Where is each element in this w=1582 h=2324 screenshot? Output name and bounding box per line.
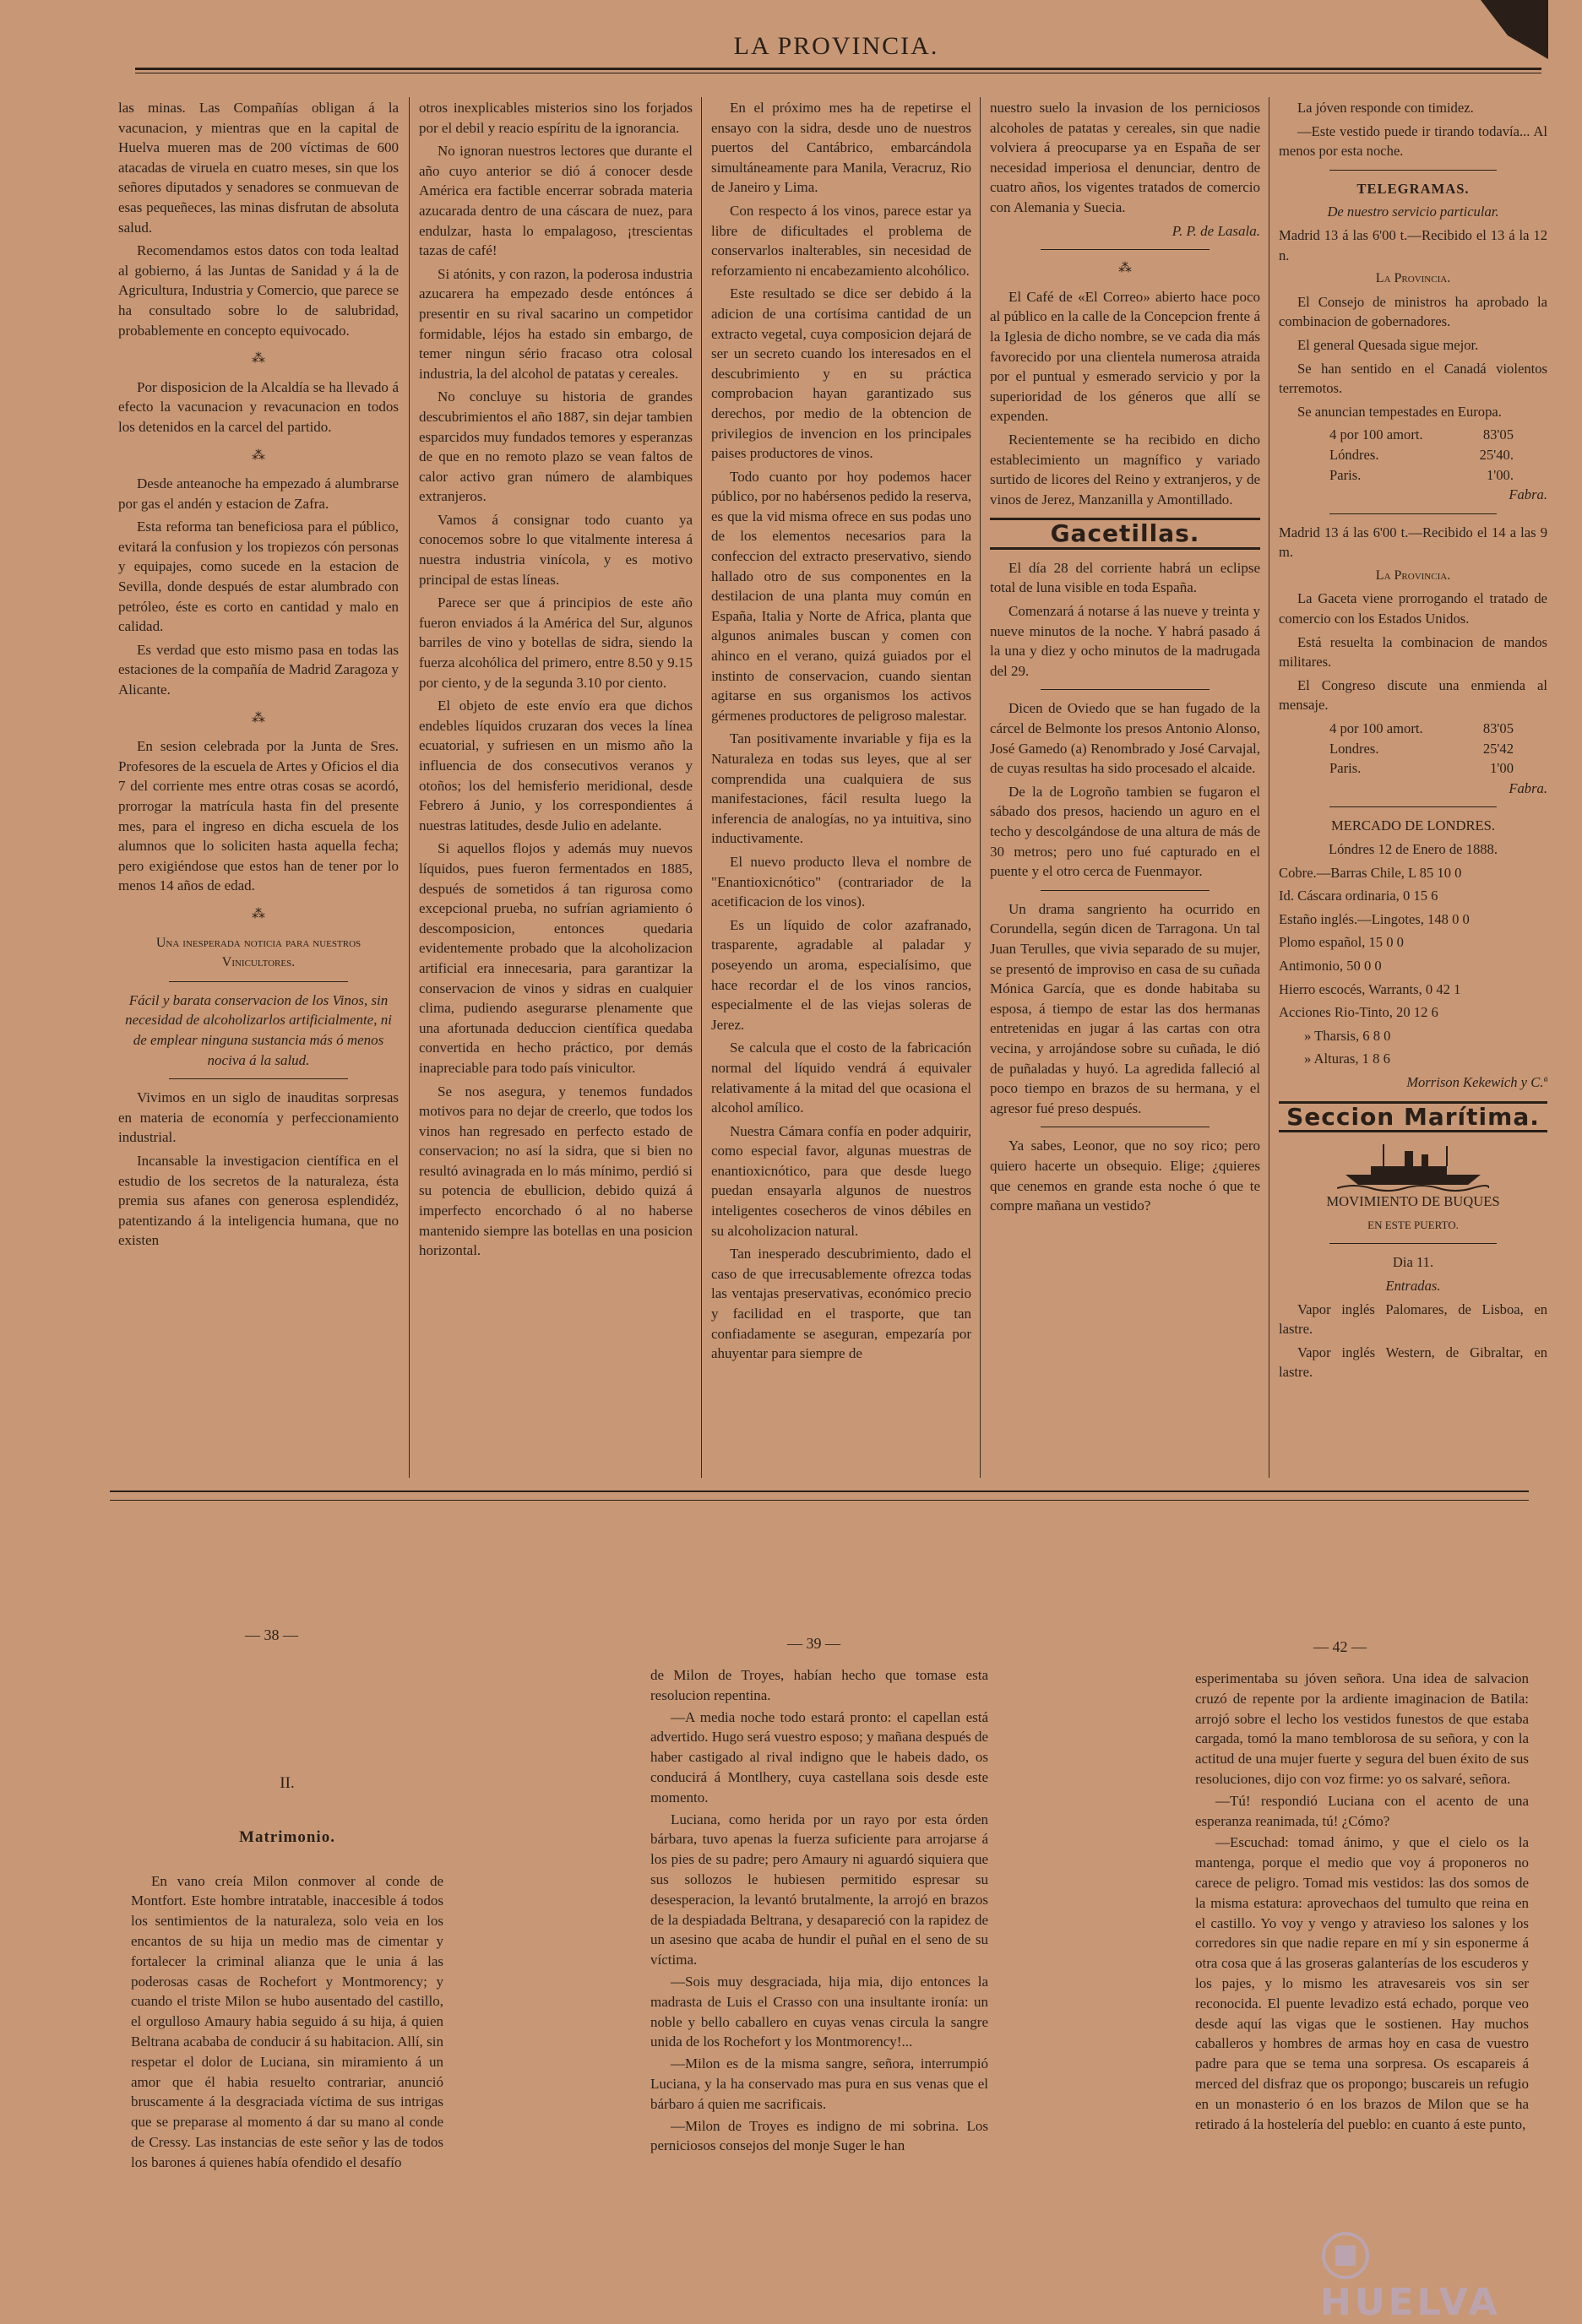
quote-label: 4 por 100 amort.	[1329, 720, 1423, 737]
telegram-text: La Gaceta viene prorrogando el tratado de comercio con los Estados Unidos.	[1279, 590, 1547, 627]
article-text: Este resultado se dice ser debido á la adicion de una cortísima cantidad de un extracto vegetal, cuya composicion dejará de ser un secreto cuando los interesados en el descubrimiento y en su práctica comprobacion hayan garantizado sus derechos, por medio de la obtencion de privilegios de invencion en los principales paises productores de vinos.	[711, 285, 971, 462]
article-text: Recomendamos estos datos con toda lealtad al gobierno, á las Juntas de Sanidad y á la de Agricultura, Industria y Comercio, que parece se ha consultado sobre lo de salubridad, probablemente en concepto equivocado.	[118, 242, 399, 339]
market-row: Acciones Rio-Tinto, 20 12 6	[1279, 1004, 1438, 1021]
divider	[1329, 170, 1497, 171]
separator-asterism: ⁂	[252, 448, 265, 463]
article-text: Comenzará á notarse á las nueve y treinta y nueve minutos de la noche. Y habrá pasado á la una y diez y ocho minutos de la madrugada del 29.	[990, 603, 1260, 679]
serial-separator-thin	[110, 1500, 1529, 1501]
article-text: El objeto de este envío era que dichos endebles líquidos cruzaran dos veces la línea ecuatorial, y sufriesen en un mismo año la influencia de dos consecutivos veranos y otoños; los del hemisferio meridional, desde Febrero á Junio, y los correspondientes á nuestras latitudes, desde Julio en adelante.	[419, 698, 693, 833]
article-text: Nuestra Cámara confía en poder adquirir, como especial favor, algunas muestras de enantioxicnótico, para que desde luego puedan ensayarla algunos de nuestros inteligentes cosecheros de vinos débiles en su alcoholizacion natural.	[711, 1122, 971, 1239]
telegram-text: El general Quesada sigue mejor.	[1297, 336, 1479, 353]
article-text: Vamos á consignar todo cuanto ya conocemos sobre lo que vitalmente interesa á nuestra industria vinícola, y es motivo principal de estas líneas.	[419, 511, 693, 588]
market-signature: Morrison Kekewich y C.ª	[1406, 1073, 1547, 1090]
article-text: Vivimos en un siglo de inauditas sorpresas en materia de economía y perfeccionamiento industrial.	[118, 1089, 399, 1146]
telegram-header: Madrid 13 á las 6'00 t.—Recibido el 14 a las 9 m.	[1279, 524, 1547, 561]
serial-column-39	[650, 1665, 988, 2282]
masthead-title: LA PROVINCIA.	[733, 32, 939, 60]
archive-seal-icon	[1320, 2230, 1371, 2281]
article-text: Dicen de Oviedo que se han fugado de la cárcel de Belmonte los presos Antonio Alonso, José Gamedo (a) Renombrado y José Carvajal, de cuyas resultas ha sido procesado el alcaide.	[990, 700, 1260, 777]
telegram-signature: Fabra.	[1509, 486, 1547, 503]
quote-value: 83'05	[1482, 426, 1514, 443]
archive-watermark	[1320, 2230, 1523, 2324]
article-text: El Café de «El Correo» abierto hace poco al público en la calle de la Concepcion frente á la Iglesia de dicho nombre, se ve cada dia más favorecido por una clientela numerosa atraida por el puntual y esmerado servicio y por la superioridad de los géneros que allí se expenden.	[990, 288, 1260, 425]
serial-text: —Escuchad: tomad ánimo, y que el cielo os la mantenga, porque el medio que voy á proponeros no carece de peligro. Tomad mis vestidos: las dos somos de la misma estatura: aprovechaos del tumulto que reina en el castillo. Yo voy y vengo y atravieso los salones y los corredores sin que nadie repare en mí y sin esponerme á otra cosa que á las groseras galanterías de los escuderos y los pajes, y lo mismo les atravesareis vos sin ser reconocida. El puente levadizo está echado, porque veo desde aquí las vigas que le sostienen. Hay muchos caballeros y hombres de armas hoy en casa de vuestro padre para que se tema una sorpresa. Os escapareis á merced del disfraz que os propongo; buscareis un refugio en un monasterio ó en los brazos de Milon que se ha retirado á la hostelería del pueblo: en cuanto á este punto,	[1195, 1834, 1529, 2132]
telegram-text: Se anuncian tempestades en Europa.	[1297, 403, 1502, 420]
telegram-signature: Fabra.	[1509, 779, 1547, 796]
article-text: El nuevo producto lleva el nombre de "Enantioxicnótico" (contrariador de la acetificacion de los vinos).	[711, 853, 971, 910]
telegram-header: Madrid 13 á las 6'00 t.—Recibido el 13 á la 12 n.	[1279, 226, 1547, 263]
market-row: Id. Cáscara ordinaria, 0 15 6	[1279, 888, 1438, 904]
column-3	[711, 98, 971, 1483]
section-banner-maritima: Seccion Marítima.	[1279, 1101, 1547, 1133]
column-1	[118, 98, 399, 1483]
quote-value: 25'42	[1482, 740, 1514, 757]
article-text: Parece ser que á principios de este año fueron enviados á la América del Sur, algunos barriles de vino y botellas de sidra, siendo la fuerza alcohólica del primero, entre 8.50 y 9.15 por ciento, y de la segunda 3.10 por ciento.	[419, 595, 693, 691]
article-text: Incansable la investigacion científica en el estudio de los secretos de la naturaleza, ésta premia sus afanes con generosa esplendidéz, patentizando á la inteligencia humana, que no existen	[118, 1152, 399, 1249]
serial-column-38	[131, 1773, 443, 2280]
article-text: El día 28 del corriente habrá un eclipse total de luna visible en toda España.	[990, 559, 1260, 596]
telegram-source: La Provincia.	[1375, 567, 1451, 583]
serial-text: En vano creía Milon conmover al conde de Montfort. Este hombre intratable, inaccesible á todos los sentimientos de la naturaleza, solo veia en los encantos de su hija un medio mas de cimentar y fortalecer la criminal alianza que le unia á las poderosas casas de Rochefort y Montmorency; y cuando el triste Milon se hubo ausentado del castillo, el orgulloso Amaury habia seguido á su hija, á quien Beltrana acababa de conducir á su habitacion. Allí, sin respetar el dolor de Luciana, sin miramiento á un amor que él habia resuelto contrariar, anunció bruscamente á la desgraciada víctima de sus intrigas que se preparase al momento á dar su mano al conde de Cressy. Las instancias de este señor y las de todos los barones á quienes había ofendido el desafío	[131, 1872, 443, 2170]
serial-separator	[110, 1491, 1529, 1492]
divider	[1041, 689, 1210, 690]
telegram-text: Se han sentido en el Canadá violentos terremotos.	[1279, 360, 1547, 397]
article-text: Un drama sangriento ha ocurrido en Corundella, según dicen de Tarragona. Un tal Juan Terulles, que vivia separado de su mujer, se presentó de improviso en casa de su cuñada Mónica García, que es donde habitaba su esposa, á tiempo de estar las dos hermanas entretenidas en jugar á las cartas con otra vecina, y arrojándose sobre su cuñada, le dió de puñaladas y huyó. La agredida falleció al poco tiempo en brazos de su hermana, y el agresor fué preso después.	[990, 900, 1260, 1116]
article-text: Si atónits, y con razon, la poderosa industria azucarera ha empezado desde entónces á presentir en su rival sacarino un competidor formidable, léjos ha estado sin embargo, de temer ningun sério fracaso otra colosal industria, la del alcohol de patatas y cereales.	[419, 265, 693, 382]
article-text: Ya sabes, Leonor, que no soy rico; pero quiero hacerte un obsequio. Elige; ¿quieres que cenemos en grande esta noche ó que te compre mañana un vestido?	[990, 1138, 1260, 1214]
ship-movement-subheading: EN ESTE PUERTO.	[1367, 1218, 1459, 1231]
chapter-number: II.	[280, 1774, 295, 1792]
market-row: Cobre.—Barras Chile, L 85 10 0	[1279, 864, 1462, 881]
serial-text: —Milon es de la misma sangre, señora, interrumpió Luciana, y la ha conservado mas pura en sus venas que el bárbaro á quien me sacrificais.	[650, 2055, 988, 2112]
quote-row	[1279, 758, 1547, 779]
quote-row	[1279, 465, 1547, 486]
article-text: las minas. Las Compañías obligan á la vacunacion, y mientras que en la capital de Huelva mueren mas de 200 víctimas de 600 atacadas de viruela en cuatro meses, sin que los señores diputados y senadores se conmuevan de esas pequeñeces, las minas disfrutan de absoluta salud.	[118, 100, 399, 236]
telegram-source: La Provincia.	[1375, 271, 1451, 286]
serial-text: —Sois muy desgraciada, hija mia, dijo entonces la madrasta de Luis el Crasso con una insultante ironía: un noble y bello caballero en cuyas venas circula la sangre unida de los Rochefort y los Montmorency!...	[650, 1973, 988, 2050]
quote-label: Paris.	[1329, 466, 1362, 483]
divider	[1041, 890, 1210, 891]
quote-value: 25'40.	[1479, 446, 1514, 463]
column-divider	[701, 97, 702, 1478]
quote-row	[1279, 425, 1547, 445]
ship-entries: Entradas.	[1385, 1277, 1441, 1294]
author-signature: P. P. de Lasala.	[1172, 222, 1260, 239]
serial-text: —A media noche todo estará pronto: el capellan está advertido. Hugo será vuestro esposo; y mañana después de haber castigado al rival indigno que le habeis dado, os conducirá á Montlhery, cuya castellana sois desde este momento.	[650, 1708, 988, 1805]
divider	[169, 981, 348, 982]
quote-row	[1279, 445, 1547, 465]
market-row: Antimonio, 50 0 0	[1279, 957, 1382, 974]
quote-value: 1'00	[1490, 760, 1514, 777]
market-row: » Alturas, 1 8 6	[1304, 1051, 1390, 1067]
column-divider	[409, 97, 410, 1478]
article-subheading: Fácil y barata conservacion de los Vinos, sin necesidad de alcoholizarlos artificialmente, ni de emplear ninguna sustancia más ó menos nociva á la salud.	[125, 991, 392, 1068]
page-number-42: — 42 —	[1313, 1638, 1367, 1655]
quote-value: 83'05	[1482, 720, 1514, 737]
ship-movement-heading: MOVIMIENTO DE BUQUES	[1326, 1193, 1500, 1210]
quote-row	[1279, 719, 1547, 739]
ship-entry: Vapor inglés Palomares, de Lisboa, en lastre.	[1279, 1300, 1547, 1338]
serial-text: de Milon de Troyes, habían hecho que tomase esta resolucion repentina.	[650, 1667, 988, 1703]
article-text: Tan positivamente invariable y fija es la Naturaleza en todas sus leyes, que al ser comprendida una cualquiera de sus manifestaciones, fácil resulta luego la inferencia de analogías, no ya intuitiva, sino inductivamente.	[711, 730, 971, 847]
article-text: Es verdad que esto mismo pasa en todas las estaciones de la compañía de Madrid Zaragoza y Alicante.	[118, 641, 399, 698]
quote-label: 4 por 100 amort.	[1329, 426, 1423, 443]
market-row: Plomo español, 15 0 0	[1279, 934, 1404, 951]
page-number-38: — 38 —	[245, 1626, 298, 1643]
telegrams-subheading: De nuestro servicio particular.	[1327, 204, 1499, 220]
quote-label: Londres.	[1329, 740, 1379, 757]
article-text: otros inexplicables misterios sino los forjados por el debil y reacio espíritu de la ignorancia.	[419, 100, 693, 136]
market-heading: MERCADO DE LONDRES.	[1330, 817, 1496, 834]
article-text: Se calcula que el costo de la fabricación normal del líquido vendrá á equivaler relativamente á la mitad del que ocasiona el alcohol amílico.	[711, 1040, 971, 1116]
telegrams-heading: TELEGRAMAS.	[1356, 180, 1470, 197]
chapter-title: Matrimonio.	[239, 1827, 335, 1846]
serial-column-42	[1195, 1669, 1529, 2226]
article-heading: Una inesperada noticia para nuestros Vinicultores.	[155, 935, 362, 970]
steamship-icon	[1337, 1141, 1489, 1192]
article-text: nuestro suelo la invasion de los perniciosos alcoholes de patatas y cereales, sin que nadie volviera á preocuparse ya en España de ser necesidad imperiosa el denunciar, dentro de cuatro años, los vigentes tratados de comercio con Alemania y Suecia.	[990, 100, 1260, 215]
article-text: No concluye su historia de grandes descubrimientos el año 1887, sin dejar tambien esparcidos muy fundados temores y esperanzas de que en no remoto plazo se vean faltos de calor activo gran número de alambiques extranjeros.	[419, 388, 693, 505]
article-text: Con respecto á los vinos, parece estar ya libre de dificultades el problema de conservarlos inalterables, sin necesidad de reforzamiento ni encabezamiento alcohólico.	[711, 202, 971, 279]
article-text: —Este vestido puede ir tirando todavía... Al menos por esta noche.	[1279, 122, 1547, 160]
separator-asterism: ⁂	[252, 351, 265, 367]
article-text: No ignoran nuestros lectores que durante el año cuyo anterior se dió á conocer desde América era factible encerrar sobrada materia azucarada dentro de una cáscara de nuez, para endulzar, hasta lo empalagoso, ¡trescientas tazas de café!	[419, 143, 693, 259]
page-number-39: — 39 —	[787, 1635, 840, 1652]
article-text: La jóven responde con timidez.	[1297, 100, 1474, 116]
article-text: En sesion celebrada por la Junta de Sres. Profesores de la escuela de Artes y Oficios el dia 7 del corriente mes entre otras cosas se acordó, prorrogar la matrícula hasta fin del presente mes, para el ingreso en dicha escuela de los alumnos que lo soliciten hasta aquella fecha; pero exigiéndose que estos han de tener por lo menos 14 años de edad.	[118, 738, 399, 894]
masthead-rule	[135, 68, 1541, 70]
serial-text: —Tú! respondió Luciana con el acento de una esperanza reanimada, tú! ¿Cómo?	[1195, 1792, 1529, 1829]
article-text: De la de Logroño tambien se fugaron el sábado dos presos, haciendo un aguro en el techo y descolgándose de una altura de más de 30 metros; pero uno fué capturado en el puente y el otro cerca de Fuenmayor.	[990, 783, 1260, 880]
separator-asterism: ⁂	[1118, 261, 1132, 276]
article-text: Tan inesperado descubrimiento, dado el caso de que irrecusablemente ofrezca todas las ventajas preservativas, económico precio y facilidad en el trasporte, que tan confiadamente se aseguran, empezaría por ahuyentar para siempre de	[711, 1246, 971, 1362]
divider	[1329, 513, 1497, 514]
telegram-text: Está resuelta la combinacion de mandos militares.	[1279, 633, 1547, 671]
market-row: Estaño inglés.—Lingotes, 148 0 0	[1279, 910, 1470, 927]
market-date: Lóndres 12 de Enero de 1888.	[1329, 841, 1498, 857]
column-4	[990, 98, 1260, 1483]
article-text: Todo cuanto por hoy podemos hacer público, por no habérsenos pedido la reserva, es que la vid misma ofrece en sus podas uno de los elementos necesarios para la confeccion del extracto preservativo, siendo hallado otro de sus componentes en la destilacion de una planta muy común en España, Italia y Norte de Africa, planta que algunos animales buscan y comen con ahinco en el verano, quizá guiados por el instinto de conservacion, cuando sientan agitarse en sus organismos los activos gérmenes productores de peligroso malestar.	[711, 468, 971, 724]
article-text: Es un líquido de color azafranado, trasparente, agradable al paladar y poseyendo un aroma, especialísimo, que hace recordar el de los vinos rancios, especialmente el de las viejas soleras de Jerez.	[711, 916, 971, 1033]
quote-value: 1'00.	[1486, 466, 1514, 483]
serial-text: —Milon de Troyes es indigno de mi sobrina. Los perniciosos consejos del monje Suger le han	[650, 2117, 988, 2154]
ship-day: Dia 11.	[1392, 1254, 1434, 1271]
telegram-text: El Consejo de ministros ha aprobado la combinacion de gobernadores.	[1279, 293, 1547, 330]
article-text: En el próximo mes ha de repetirse el ensayo con la sidra, desde uno de nuestros puertos del Cantábrico, embarcándola simultáneamente para Manila, Veracruz, Rio de Janeiro y Lima.	[711, 100, 971, 196]
divider	[1329, 1243, 1497, 1244]
separator-asterism: ⁂	[252, 906, 265, 921]
article-text: Por disposicion de la Alcaldía se ha llevado á efecto la vacunacion y revacunacion en todos los detenidos en la carcel del partido.	[118, 378, 399, 435]
market-row: » Tharsis, 6 8 0	[1304, 1027, 1391, 1044]
separator-asterism: ⁂	[252, 710, 265, 725]
section-banner-gacetillas: Gacetillas.	[990, 518, 1260, 550]
article-text: Si aquellos flojos y además muy nuevos líquidos, pues fueron fermentados en 1885, después de sometidos á tan rigurosa como excepcional prueba, no sufrían agriamiento ó descomposicion, entonces quedaria evidentemente probado que la alcoholizacion artificial era innecesaria, para garantizar la conservacion de vinos y sidras en cualquier clima, pudiendo asegurarse plenamente que una afortunada deduccion científica quedaba convertida en hecho práctico, por demás inapreciable para todo país vinicultor.	[419, 840, 693, 1076]
article-text: Esta reforma tan beneficiosa para el público, evitará la confusion y los tropiezos cón personas y equipajes, como sucede en la estacion de Sevilla, donde después de estar alumbrado con petróleo, éste es corto en cantidad y malo en calidad.	[118, 519, 399, 635]
article-text: Se nos asegura, y tenemos fundados motivos para no dejar de creerlo, que todos los vinos han regresado en perfecto estado de conservacion; no así la sidra, que si bien no resultó avinagrada en lo más mínimo, perdió si su potencia de ebullicion, debido quizá á imperfecto encorchado ó al no haberse mantenido siempre las botellas en una posicion horizontal.	[419, 1083, 693, 1259]
article-text: Recientemente se ha recibido en dicho establecimiento un magnífico y variado surtido de licores del Reino y extranjeros, y de vinos de Jerez, Manzanilla y Amontillado.	[990, 431, 1260, 508]
watermark-text: HUELVA	[1320, 2281, 1501, 2324]
column-2	[419, 98, 693, 1483]
divider	[1329, 806, 1497, 807]
ship-entry: Vapor inglés Western, de Gibraltar, en lastre.	[1279, 1344, 1547, 1381]
column-divider	[980, 97, 981, 1478]
divider	[169, 1078, 348, 1079]
article-text: Desde anteanoche ha empezado á alumbrarse por gas el andén y estacion de Zafra.	[118, 475, 399, 512]
quote-label: Paris.	[1329, 760, 1362, 777]
divider	[1041, 249, 1210, 250]
quote-row	[1279, 739, 1547, 759]
column-5	[1279, 98, 1547, 1483]
serial-text: Luciana, como herida por un rayo por esta órden bárbara, tuvo apenas la fuerza suficiente para arrojarse á los pies de su padre; pero Amaury ni aguardó siquiera que sus sollozos le hubiesen permitido espresar su desesperacion, la levantó brutalmente, la arrojó en brazos de la despiadada Beltrana, y desapareció con la rapidez de un asesino que acaba de hundir el puñal en el seno de su víctima.	[650, 1811, 988, 1968]
serial-text: esperimentaba su jóven señora. Una idea de salvacion cruzó de repente por la ardiente imaginacion de Batila: arrojó sobre el lecho los vestidos funestos de que estaba cargada, tomó la mano temblorosa de su señora, y con la actitud de una mujer fuerte y segura del buen éxito de sus resoluciones, dijo con voz firme: yo os salvaré, señora.	[1195, 1670, 1529, 1787]
telegram-text: El Congreso discute una enmienda al mensaje.	[1279, 676, 1547, 714]
quote-label: Lóndres.	[1329, 446, 1379, 463]
market-row: Hierro escocés, Warrants, 0 42 1	[1279, 980, 1461, 997]
